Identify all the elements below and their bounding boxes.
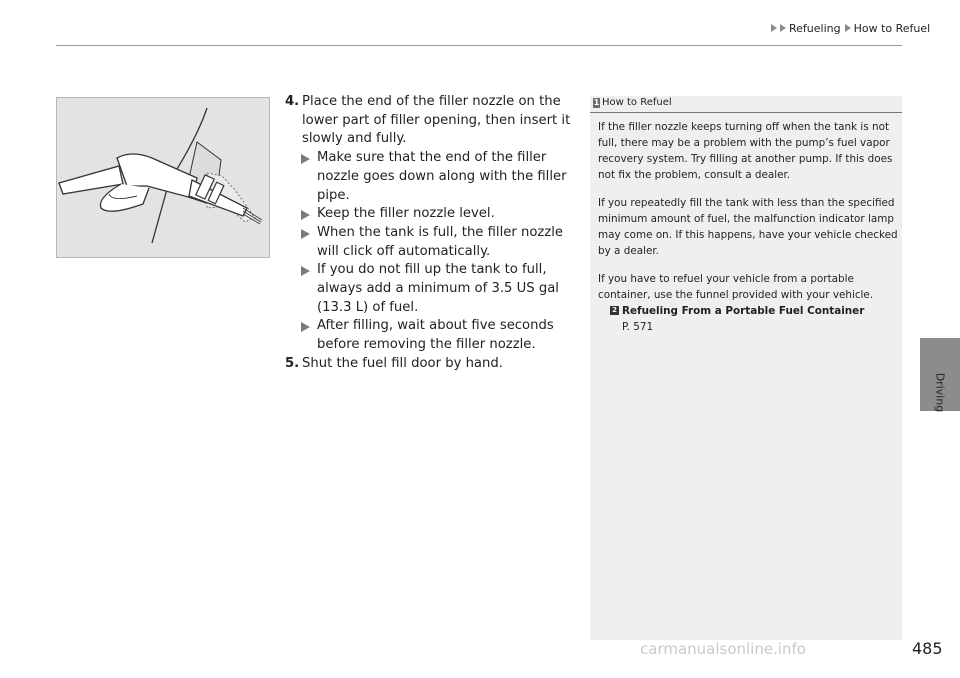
- note-title: How to Refuel: [602, 97, 672, 108]
- cross-reference-link[interactable]: [598, 303, 898, 319]
- triangle-icon: [780, 24, 786, 32]
- arrow-icon: [301, 322, 310, 332]
- step-number: 4.: [285, 94, 300, 109]
- step-text: Shut the fuel fill door by hand.: [302, 355, 503, 371]
- note-divider: [590, 112, 902, 113]
- note-paragraph: If you have to refuel your vehicle from a portable container, use the funnel provided with your vehicle.: [598, 273, 874, 301]
- breadcrumb: [771, 21, 931, 35]
- sub-step: When the tank is full, the filler nozzle will click off automatically.: [285, 224, 575, 261]
- step-5: [285, 355, 575, 374]
- note-paragraph: If the filler nozzle keeps turning off when the tank is not full, there may be a problem with the pump’s fuel vapor recovery system. Try filling at another pump. If this does not fix the problem, consult a dealer.: [598, 121, 893, 181]
- sidebar-note: [590, 96, 902, 640]
- sub-step: Make sure that the end of the filler nozzle goes down along with the filler pipe.: [285, 149, 575, 205]
- refuel-steps: [285, 93, 575, 374]
- arrow-icon: [301, 229, 310, 239]
- reference-title[interactable]: Refueling From a Portable Fuel Container: [622, 305, 865, 317]
- sub-step: If you do not fill up the tank to full, always add a minimum of 3.5 US gal (13.3 L) of fuel.: [285, 261, 575, 317]
- page-number: 485: [912, 639, 943, 658]
- note-badge-icon: 1: [593, 98, 600, 107]
- breadcrumb-refueling[interactable]: Refueling: [789, 21, 841, 35]
- triangle-icon: [845, 24, 851, 32]
- header-divider: [56, 45, 902, 46]
- sub-step: Keep the filler nozzle level.: [285, 205, 575, 224]
- breadcrumb-how-to-refuel[interactable]: How to Refuel: [853, 21, 931, 35]
- nozzle-drawing: [57, 98, 270, 258]
- arrow-icon: [301, 266, 310, 276]
- reference-page[interactable]: P. 571: [622, 321, 654, 333]
- watermark: carmanualsonline.info: [640, 640, 806, 658]
- arrow-icon: [301, 210, 310, 220]
- note-body: [598, 119, 898, 335]
- step-text: Place the end of the filler nozzle on the lower part of filler opening, then insert it slowly and fully.: [302, 94, 571, 147]
- reference-arrow-icon: 2: [610, 306, 619, 315]
- sub-step: After filling, wait about five seconds before removing the filler nozzle.: [285, 317, 575, 354]
- note-header: [590, 96, 902, 111]
- step-4: [285, 93, 575, 149]
- arrow-icon: [301, 154, 310, 164]
- section-tab-label: Driving: [933, 372, 947, 412]
- fuel-nozzle-illustration: [56, 97, 270, 258]
- step-number: 5.: [285, 355, 300, 371]
- note-paragraph: If you repeatedly fill the tank with less than the specified minimum amount of fuel, the malfunction indicator lamp may come on. If this happens, have your vehicle checked by a dealer.: [598, 197, 898, 257]
- triangle-icon: [771, 24, 777, 32]
